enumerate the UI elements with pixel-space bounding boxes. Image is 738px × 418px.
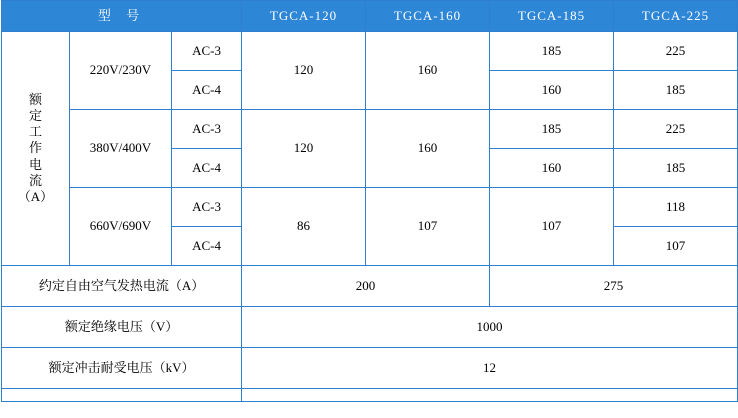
voltage-group-1: 220V/230V (70, 32, 172, 110)
footer-value-insulation-voltage: 1000 (242, 307, 738, 348)
table-row (2, 110, 738, 149)
voltage-group-2: 380V/400V (70, 110, 172, 188)
value-g3-m3: 107 (490, 188, 614, 266)
partial-value-cell (242, 389, 738, 402)
rated-current-label-line-2: 定 (28, 107, 42, 123)
table-row (2, 348, 738, 389)
rated-current-label-line-5: 电 (28, 156, 42, 172)
table-row-partial (2, 389, 738, 402)
rated-current-label-line-3: 工 (28, 124, 42, 140)
value-g2-m1: 120 (242, 110, 366, 188)
table-row (2, 266, 738, 307)
value-g3-ac3-m4: 118 (614, 188, 738, 227)
footer-value-impulse-voltage: 12 (242, 348, 738, 389)
voltage-group-3: 660V/690V (70, 188, 172, 266)
header-model-3: TGCA-185 (490, 1, 614, 32)
rated-current-label-line-4: 作 (28, 140, 42, 156)
table-row (2, 188, 738, 227)
specification-table (1, 0, 738, 402)
value-g1-ac3-m3: 185 (490, 32, 614, 71)
value-g3-m2: 107 (366, 188, 490, 266)
rated-current-label-line-6: 流 (28, 172, 42, 188)
category-ac4-g1: AC-4 (172, 71, 242, 110)
footer-value-thermal-2: 275 (490, 266, 738, 307)
footer-label-thermal-current: 约定自由空气发热电流（A） (2, 266, 242, 307)
category-ac3-g1: AC-3 (172, 32, 242, 71)
value-g1-ac4-m4: 185 (614, 71, 738, 110)
footer-label-impulse-voltage: 额定冲击耐受电压（kV） (2, 348, 242, 389)
value-g3-m1: 86 (242, 188, 366, 266)
rated-current-label-line-7: （A） (17, 189, 54, 205)
table-row (2, 32, 738, 71)
value-g1-m2: 160 (366, 32, 490, 110)
value-g2-ac3-m4: 225 (614, 110, 738, 149)
rated-current-label (2, 32, 70, 266)
value-g2-ac4-m3: 160 (490, 149, 614, 188)
rated-current-label-line-1: 额 (28, 91, 42, 107)
table-row (2, 307, 738, 348)
header-model-label: 型 号 (2, 1, 242, 32)
partial-label-cell (2, 389, 242, 402)
category-ac4-g2: AC-4 (172, 149, 242, 188)
header-model-4: TGCA-225 (614, 1, 738, 32)
value-g1-ac3-m4: 225 (614, 32, 738, 71)
category-ac3-g2: AC-3 (172, 110, 242, 149)
value-g1-m1: 120 (242, 32, 366, 110)
table-header-row (2, 1, 738, 32)
value-g2-m2: 160 (366, 110, 490, 188)
value-g2-ac3-m3: 185 (490, 110, 614, 149)
category-ac3-g3: AC-3 (172, 188, 242, 227)
header-model-2: TGCA-160 (366, 1, 490, 32)
category-ac4-g3: AC-4 (172, 227, 242, 266)
footer-value-thermal-1: 200 (242, 266, 490, 307)
header-model-1: TGCA-120 (242, 1, 366, 32)
value-g2-ac4-m4: 185 (614, 149, 738, 188)
value-g1-ac4-m3: 160 (490, 71, 614, 110)
footer-label-insulation-voltage: 额定绝缘电压（V） (2, 307, 242, 348)
value-g3-ac4-m4: 107 (614, 227, 738, 266)
